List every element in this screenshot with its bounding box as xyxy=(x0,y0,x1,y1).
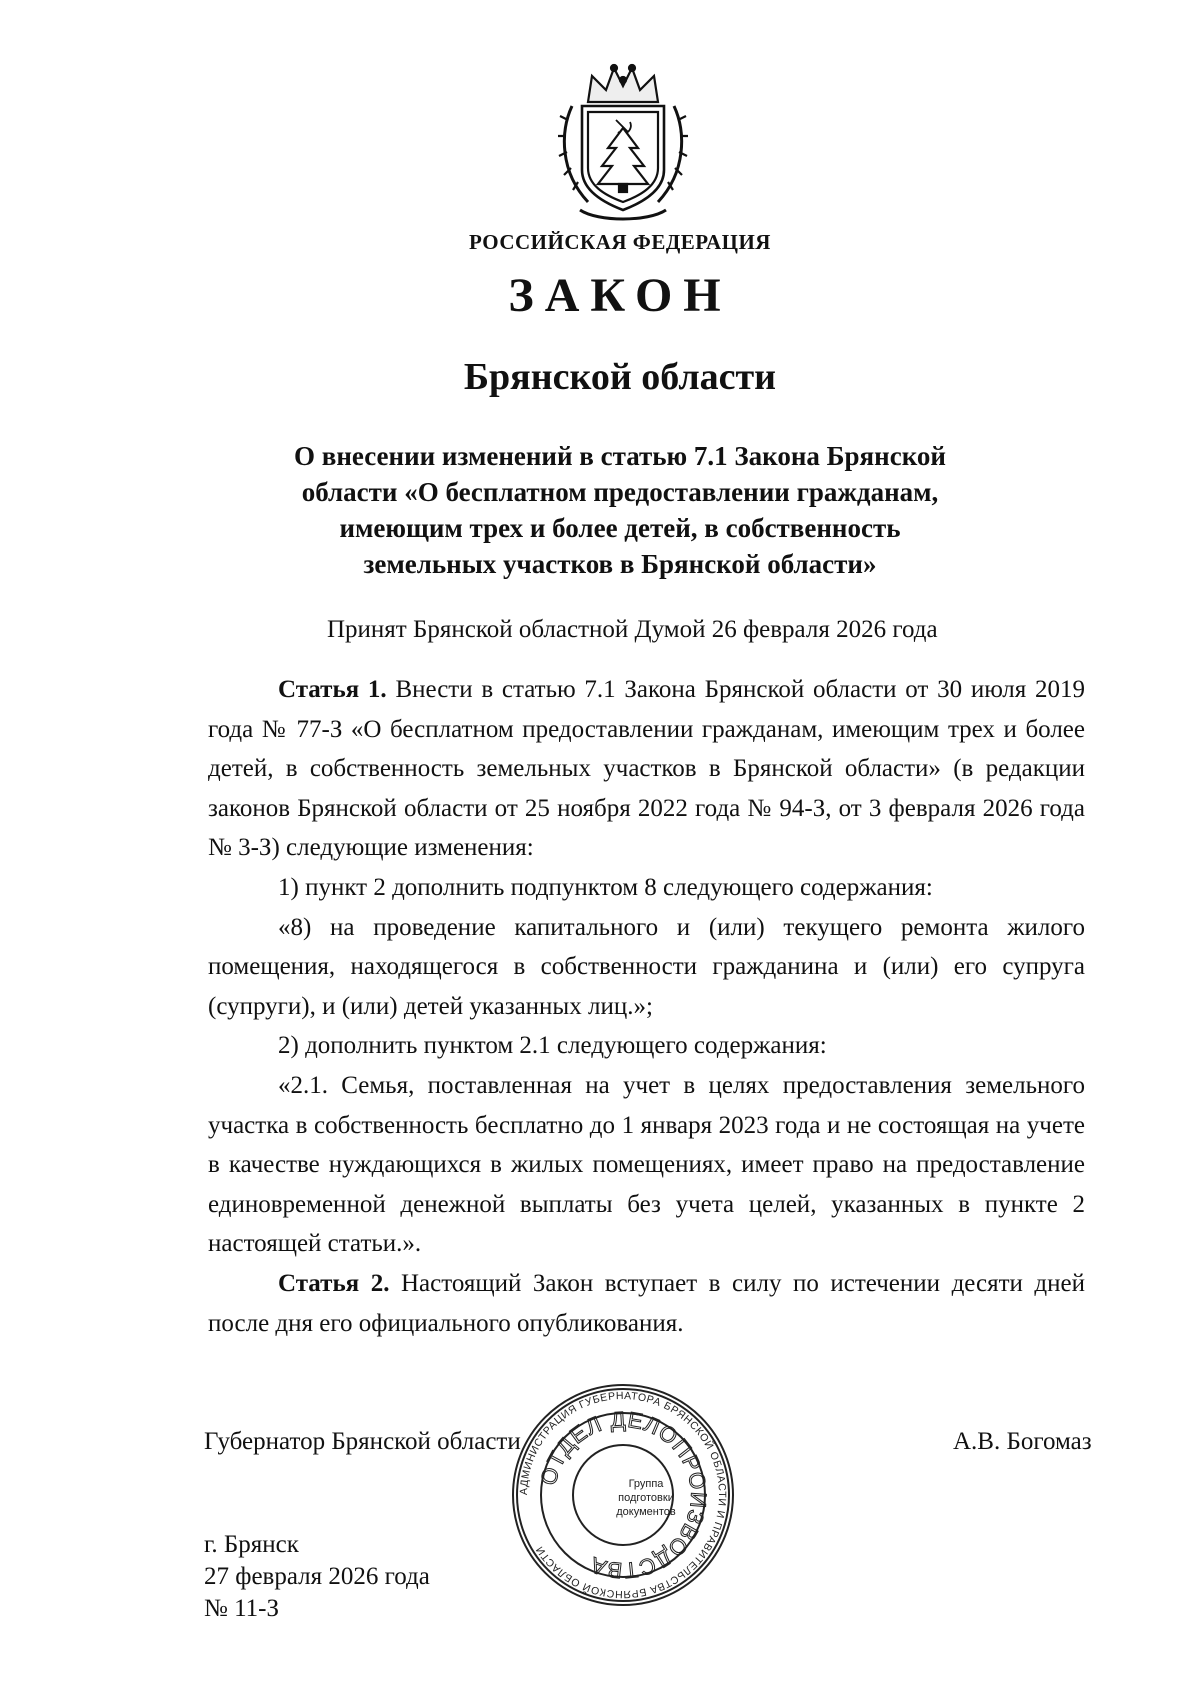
subject-line: О внесении изменений в статью 7.1 Закона Брянской xyxy=(294,441,946,471)
law-body xyxy=(208,670,1085,1343)
subject-line: имеющим трех и более детей, в собственность xyxy=(339,513,901,543)
issue-city: г. Брянск xyxy=(204,1531,299,1558)
law-subject-heading xyxy=(220,438,1020,582)
issue-details xyxy=(204,1529,430,1625)
article-1-label: Статья 1. xyxy=(278,676,387,703)
law-number: № 11-З xyxy=(204,1595,280,1622)
stamp-outer-text: АДМИНИСТРАЦИЯ ГУБЕРНАТОРА БРЯНСКОЙ ОБЛАСТИ И ПРАВИТЕЛЬСТВА БРЯНСКОЙ ОБЛАСТИ xyxy=(517,1389,729,1601)
stamp-inner-line: Группа xyxy=(628,1478,664,1490)
subject-line: области «О бесплатном предоставлении гражданам, xyxy=(301,477,939,507)
signatory-name: А.В. Богомаз xyxy=(953,1428,1092,1455)
stamp-inner-line: подготовки xyxy=(618,1492,674,1504)
article-1-text: Внести в статью 7.1 Закона Брянской области от 30 июля 2019 года № 77-З «О бесплатном предоставлении гражданам, имеющим трех и более детей, в собственность земельных участков в Брянской области» (в редакции законов Брянской области от 25 ноября 2022 года № 94-З, от 3 февраля 2026 года № 3-З) следующие изменения: xyxy=(208,676,1085,862)
subject-line: земельных участков в Брянской области» xyxy=(363,549,877,579)
coat-of-arms-icon xyxy=(558,62,688,227)
region-title: Брянской области xyxy=(463,356,777,398)
adoption-note: Принят Брянской областной Думой 26 февраля 2026 года xyxy=(327,616,938,643)
signatory-title: Губернатор Брянской области xyxy=(204,1428,521,1455)
article-2-label: Статья 2. xyxy=(278,1269,390,1297)
country-title: РОССИЙСКАЯ ФЕДЕРАЦИЯ xyxy=(469,230,771,254)
amendment-item-2-text: «2.1. Семья, поставленная на учет в целях предоставления земельного участка в собственность бесплатно до 1 января 2023 года и не состоящая на учете в качестве нуждающихся в жилых помещениях, имеет право на предоставление единовременной денежной выплаты без учета целей, указанных в пункте 2 настоящей статьи.». xyxy=(208,1071,1085,1258)
article-1 xyxy=(208,670,1085,868)
issue-date: 27 февраля 2026 года xyxy=(204,1563,430,1590)
article-2 xyxy=(208,1264,1085,1343)
stamp-inner-text xyxy=(610,1477,682,1519)
stamp-ring-text: ОТДЕЛ ДЕЛОПРОИЗВОДСТВА xyxy=(535,1406,712,1584)
amendment-item-1: 1) пункт 2 дополнить подпунктом 8 следующего содержания: xyxy=(278,873,933,901)
document-type-title: ЗАКОН xyxy=(508,269,732,322)
amendment-item-2: 2) дополнить пунктом 2.1 следующего содержания: xyxy=(278,1032,827,1060)
stamp-inner-line: документов xyxy=(616,1506,676,1518)
amendment-item-1-text: «8) на проведение капитального и (или) текущего ремонта жилого помещения, находящегося в собственности гражданина и (или) его супруга (супруги), и (или) детей указанных лиц.»; xyxy=(208,913,1085,1020)
article-2-text: Настоящий Закон вступает в силу по истечении десяти дней после дня его официального опубликования. xyxy=(208,1269,1085,1337)
